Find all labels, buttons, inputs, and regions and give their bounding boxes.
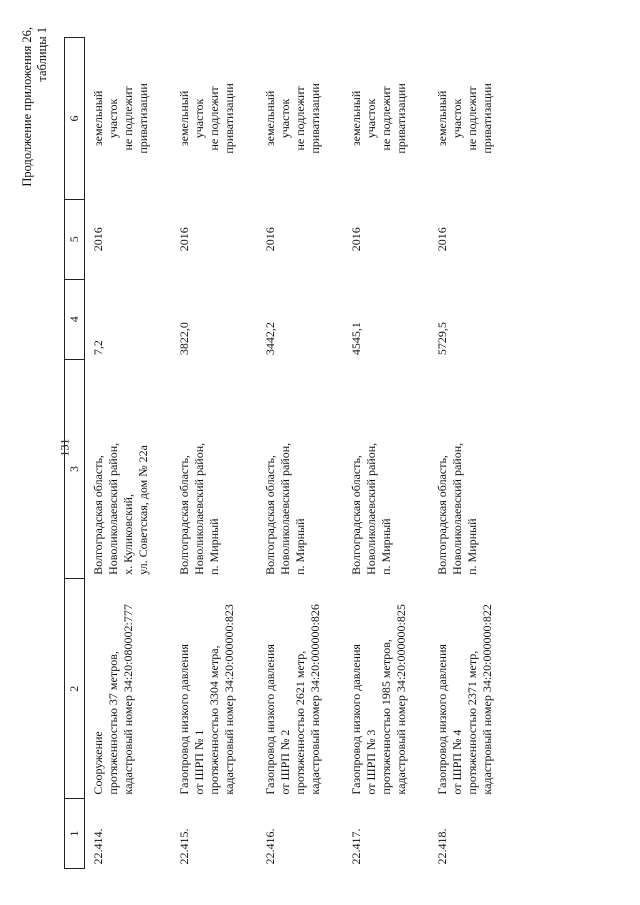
object-name: Газопровод низкого давления от ШРП № 1 протяженностью 3304 метра, кадастровый номер 34:20:000000:823 xyxy=(177,604,236,795)
property-table xyxy=(64,37,515,869)
object-address: Волгоградская область, Новоликолаевский район, п. Мирный xyxy=(349,442,393,575)
object-address: Волгоградская область, Новоликолаевский район, п. Мирный xyxy=(263,442,307,575)
rotated-sheet xyxy=(20,27,620,877)
page-number: 131 xyxy=(57,438,72,457)
object-year: 2016 xyxy=(263,227,277,252)
object-address: Волгоградская область, Новоликолаевский район, п. Мирный xyxy=(435,442,479,575)
object-address: Волгоградская область, Новоликолаевский район, п. Мирный xyxy=(177,442,221,575)
object-address: Волгоградская область, Новоликолаевский район, х. Куликовский, ул. Советская, дом № 22а xyxy=(91,442,150,575)
object-year: 2016 xyxy=(177,227,191,252)
caption-line-2: таблицы 1 xyxy=(35,27,49,82)
row-number: 22.418. xyxy=(435,828,449,865)
row-number: 22.416. xyxy=(263,828,277,865)
object-area: 3442,2 xyxy=(263,322,277,356)
object-status: земельный участок не подлежит приватизации xyxy=(349,83,408,154)
caption-line-1: Продолжение приложения 26, xyxy=(20,27,34,187)
object-area: 7,2 xyxy=(91,340,105,356)
object-name: Газопровод низкого давления от ШРП № 2 протяженностью 2621 метр, кадастровый номер 34:20:000000:826 xyxy=(263,604,322,795)
column-header: 5 xyxy=(65,199,85,279)
table-row xyxy=(429,38,515,869)
object-year: 2016 xyxy=(435,227,449,252)
object-area: 5729,5 xyxy=(435,322,449,356)
table-row xyxy=(171,38,257,869)
column-header: 4 xyxy=(65,279,85,359)
object-status: земельный участок не подлежит приватизации xyxy=(177,83,236,154)
object-status: земельный участок не подлежит приватизации xyxy=(435,83,494,154)
column-header: 3 xyxy=(65,359,85,579)
object-year: 2016 xyxy=(91,227,105,252)
object-status: земельный участок не подлежит приватизации xyxy=(263,83,322,154)
object-name: Сооружение протяженностью 37 метров, кадастровый номер 34:20:080002:777 xyxy=(91,604,135,795)
object-area: 4545,1 xyxy=(349,322,363,356)
column-header: 6 xyxy=(65,38,85,200)
object-name: Газопровод низкого давления от ШРП № 4 протяженностью 2371 метр, кадастровый номер 34:20:000000:822 xyxy=(435,604,494,795)
table-row xyxy=(343,38,429,869)
table-row xyxy=(85,38,172,869)
row-number: 22.417. xyxy=(349,828,363,865)
object-name: Газопровод низкого давления от ШРП № 3 протяженностью 1985 метров, кадастровый номер 34:20:000000:825 xyxy=(349,604,408,795)
row-number: 22.414. xyxy=(91,828,105,865)
table-row xyxy=(257,38,343,869)
object-year: 2016 xyxy=(349,227,363,252)
column-header: 1 xyxy=(65,799,85,869)
header-row xyxy=(65,38,85,869)
row-number: 22.415. xyxy=(177,828,191,865)
object-area: 3822,0 xyxy=(177,322,191,356)
object-status: земельный участок не подлежит приватизации xyxy=(91,83,150,154)
column-header: 2 xyxy=(65,579,85,799)
table-caption xyxy=(20,27,50,187)
